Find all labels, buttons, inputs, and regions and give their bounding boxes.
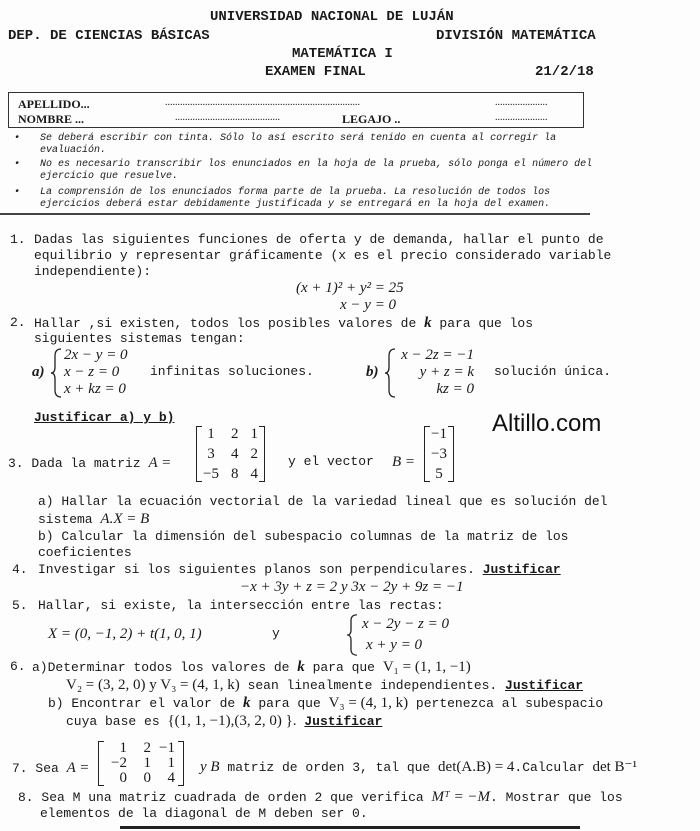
q2-line xyxy=(34,315,533,332)
note-3b: ejercicios deberá estar debidamente justificada y se entregará en la hoja del examen. xyxy=(40,199,551,210)
bullet: • xyxy=(14,159,21,170)
division: DIVISIÓN MATEMÁTICA xyxy=(436,28,596,44)
q4-justify: Justificar xyxy=(482,562,561,577)
vector-cell: −1 xyxy=(431,426,447,442)
q3-text: sistema xyxy=(38,512,93,527)
q6a-line xyxy=(32,659,471,676)
q8-text: . Mostrar que los xyxy=(490,790,623,805)
q7-number: 7. xyxy=(12,761,28,776)
matrix-cell: 1 xyxy=(207,426,215,442)
matrix-cell: 0 xyxy=(119,770,127,786)
q6a-line xyxy=(66,677,583,694)
q7-text: Sea xyxy=(35,761,59,776)
matrix-a xyxy=(98,741,184,786)
q6-text: b) Encontrar el valor de xyxy=(48,696,236,711)
bullet: • xyxy=(14,187,21,198)
matrix-cell: 2 xyxy=(143,740,151,756)
vector-b-label: B = xyxy=(392,454,416,470)
matrix-cell: 1 xyxy=(250,426,258,442)
q2b-condition: solución única. xyxy=(494,364,612,379)
subject: MATEMÁTICA I xyxy=(292,46,393,62)
vector-cell: 5 xyxy=(435,466,443,482)
bottom-rule xyxy=(120,826,580,829)
q5-number: 5. xyxy=(12,598,28,613)
note-3a: La comprensión de los enunciados forma parte de la prueba. La resolución de todos los xyxy=(40,187,551,198)
q8-number: 8. xyxy=(18,790,34,805)
bullet: • xyxy=(14,133,21,144)
q8-text: Sea M una matriz cuadrada de orden 2 que verifica xyxy=(41,790,424,805)
matrix-cell: 1 xyxy=(119,740,127,756)
q3a-line: a) Hallar la ecuación vectorial de la variedad lineal que es solución del xyxy=(38,494,608,509)
matrix-cell: 4 xyxy=(250,466,258,482)
apellido-label: APELLIDO... xyxy=(18,97,90,111)
apellido-field-2[interactable]: ..................... xyxy=(495,97,548,108)
matrix-a-label: A = xyxy=(148,455,172,471)
equation: y + z = k xyxy=(419,364,474,380)
q6b-line xyxy=(66,713,382,730)
q2a-label: a) xyxy=(32,364,45,380)
divider xyxy=(0,213,590,215)
k-variable: k xyxy=(424,315,432,331)
q7-text: .Calcular xyxy=(514,760,585,775)
q1-equation-2: x − y = 0 xyxy=(340,297,397,313)
brace-icon xyxy=(50,348,62,398)
equation: x − 2y − z = 0 xyxy=(362,616,450,632)
matrix-cell: −1 xyxy=(159,740,175,756)
q6-number: 6. xyxy=(10,659,26,674)
legajo-label: LEGAJO .. xyxy=(342,112,401,126)
q1-line: Dadas las siguientes funciones de oferta y de demanda, hallar el punto de xyxy=(34,232,604,247)
vectors-v2-v3: V₂ = (3, 2, 0) y V₃ = (4, 1, k) xyxy=(66,677,240,693)
subspace-base: {(1, 1, −1),(3, 2, 0) }. xyxy=(167,713,297,729)
department: DEP. DE CIENCIAS BÁSICAS xyxy=(8,28,210,44)
note-1a: Se deberá escribir con tinta. Sólo lo así escrito será tenido en cuenta al corregir la xyxy=(40,133,557,144)
q6-text: cuya base es xyxy=(66,714,160,729)
q6b-line xyxy=(48,695,603,712)
q4-planes: −x + 3y + z = 2 y 3x − 2y + 9z = −1 xyxy=(240,579,464,595)
q2-text: Hallar ,si existen, todos los posibles valores de xyxy=(34,316,417,331)
q7-text: matriz de orden 3, tal que xyxy=(227,760,431,775)
watermark: Altillo.com xyxy=(492,410,602,437)
vector-b xyxy=(424,426,454,482)
vector-v1: V₁ = (1, 1, −1) xyxy=(382,659,471,675)
q3-number: 3. xyxy=(8,456,24,471)
matrix-cell: 1 xyxy=(143,755,151,771)
q2-justify: Justificar a) y b) xyxy=(34,410,175,425)
exam-date: 21/2/18 xyxy=(535,64,594,80)
q1-line: independiente): xyxy=(34,264,152,279)
university-title: UNIVERSIDAD NACIONAL DE LUJÁN xyxy=(210,9,454,25)
q6a-justify: Justificar xyxy=(505,678,584,693)
q1-number: 1. xyxy=(10,232,26,247)
q7-text-line xyxy=(200,759,637,776)
matrix-a-label: A = xyxy=(66,760,90,776)
matrix-a xyxy=(196,426,265,482)
q3-text-mid: y el vector xyxy=(288,454,374,469)
q5-system xyxy=(362,614,449,656)
matrix-cell: 2 xyxy=(230,426,239,442)
q3-text: Dada la matriz xyxy=(31,456,141,471)
q1-equation-1: (x + 1)² + y² = 25 xyxy=(296,280,404,296)
equation: x + kz = 0 xyxy=(64,381,126,397)
determinant-target: det B⁻¹ xyxy=(592,759,637,775)
q3b-line: coeficientes xyxy=(38,545,132,560)
q2-line: siguientes sistemas tengan: xyxy=(34,331,245,346)
equation: x − z = 0 xyxy=(64,364,120,380)
matrix-cell: 0 xyxy=(143,770,151,786)
note-1b: evaluación. xyxy=(40,145,107,156)
q2-text: para que los xyxy=(439,316,534,331)
equation: x + y = 0 xyxy=(366,637,423,653)
q2b-system xyxy=(398,347,474,398)
q1-line: equilibrio y representar gráficamente (x es el precio considerado variable xyxy=(34,248,612,263)
note-2a: No es necesario transcribir los enunciados en la hoja de la prueba, sólo ponga el número del xyxy=(40,159,593,170)
nombre-label: NOMBRE ... xyxy=(18,112,84,126)
q5-line-1: X = (0, −1, 2) + t(1, 0, 1) xyxy=(48,626,202,642)
matrix-cell: 2 xyxy=(250,446,258,462)
q4-line xyxy=(38,562,561,578)
determinant-condition: det(A.B) = 4 xyxy=(438,759,515,775)
q2-number: 2. xyxy=(10,315,26,330)
q6-text: para que xyxy=(258,696,321,711)
q6-text: para que xyxy=(312,660,375,675)
q5-y: y xyxy=(272,626,280,641)
k-variable: k xyxy=(243,695,251,711)
q5-text: Hallar, si existe, la intersección entre las rectas: xyxy=(38,598,444,613)
q6-text: sean linealmente independientes. xyxy=(247,678,498,693)
equation: 2x − y = 0 xyxy=(64,347,128,363)
q8-line xyxy=(18,789,623,806)
q3-line xyxy=(8,455,171,472)
q4-number: 4. xyxy=(12,562,28,577)
matrix-cell: −5 xyxy=(203,466,219,482)
exam-type: EXAMEN FINAL xyxy=(265,64,366,80)
matrix-cell: 3 xyxy=(207,446,215,462)
q4-text: Investigar si los siguientes planos son perpendiculares. xyxy=(38,562,475,577)
q6-text: a)Determinar todos los valores de xyxy=(32,660,290,675)
q7-line xyxy=(12,760,89,777)
matrix-cell: −2 xyxy=(111,755,127,771)
equation: x − 2z = −1 xyxy=(401,347,474,363)
brace-icon xyxy=(384,348,396,398)
vector-cell: −3 xyxy=(431,446,447,462)
q2a-system xyxy=(64,347,128,398)
system-equation: A.X = B xyxy=(100,511,150,527)
apellido-field[interactable]: .............................................................................. xyxy=(165,97,360,108)
legajo-field[interactable]: ..................... xyxy=(495,112,548,123)
k-variable: k xyxy=(297,659,305,675)
matrix-cell: 1 xyxy=(167,755,175,771)
vector-v3: V₃ = (4, 1, k) xyxy=(328,695,409,711)
matrix-cell: 4 xyxy=(230,446,239,462)
q2b-label: b) xyxy=(366,364,379,380)
matrix-cell: 8 xyxy=(230,466,239,482)
skew-condition: Mᵀ = −M xyxy=(431,789,491,805)
q6b-justify: Justificar xyxy=(304,714,383,729)
q6-text: pertenezca al subespacio xyxy=(415,696,604,711)
q3b-line: b) Calcular la dimensión del subespacio columnas de la matriz de los xyxy=(38,529,569,544)
nombre-field[interactable]: .......................................... xyxy=(175,112,280,123)
q3a-line xyxy=(38,511,149,528)
note-2b: ejercicio que resuelve. xyxy=(40,171,179,182)
matrix-b: y B xyxy=(200,759,220,775)
brace-icon xyxy=(346,614,358,656)
q8-line: elementos de la diagonal de M deben ser 0. xyxy=(40,806,368,821)
matrix-cell: 4 xyxy=(167,770,175,786)
q2a-condition: infinitas soluciones. xyxy=(150,364,314,379)
equation: kz = 0 xyxy=(436,381,474,397)
